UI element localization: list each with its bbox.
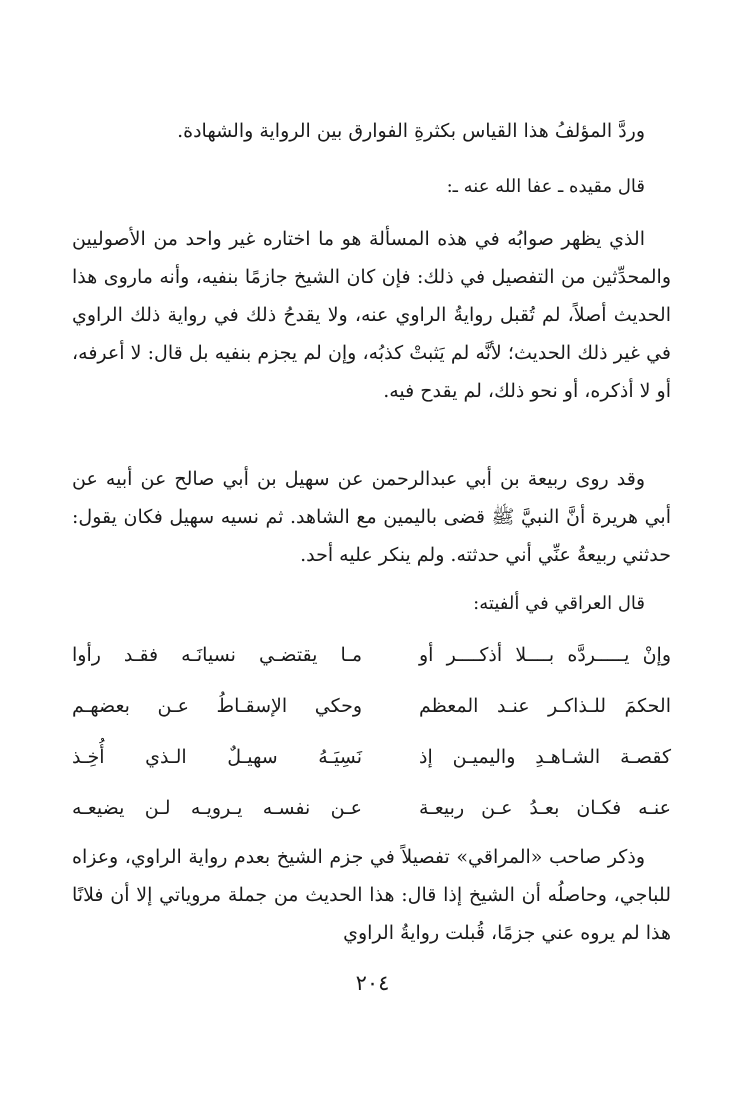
verse-line [72, 790, 671, 826]
verse-first-hemistich: وإنْ يـــــردَّه بــــلا أذكــــر أو [419, 644, 671, 666]
intro-text [72, 112, 671, 150]
paragraph-1: الذي يظهر صوابُه في هذه المسألة هو ما اختاره غير واحد من الأصوليين والمحدِّثين من التفصيل في ذلك: فإن كان الشيخ جازمًا بنفيه، وأنه ماروى هذا الحديث أصلاً، لم تُقبل روايةُ الراوي عنه، ولا يقدحُ ذلك في رواية ذلك الراوي في غير ذلك الحديث؛ لأنَّه لم يَثبتْ كذبُه، وإن لم يجزم بنفيه بل قال: لا أعرفه، أو لا أذكره، أو نحو ذلك، لم يقدح فيه. [72, 228, 671, 402]
poem-heading: قال العراقي في ألفيته: [473, 593, 645, 614]
verse-first-hemistich: عنـه فكـان بعـدُ عـن ربيعـة [419, 797, 671, 819]
verse-second-hemistich: عـن نفسـه يـرويـه لـن يضيعـه [72, 797, 362, 819]
page-number: ٢٠٤ [355, 971, 390, 995]
paragraph-block-2 [72, 460, 671, 574]
verse-second-hemistich: وحكي الإسقـاطُ عـن بعضهـم [72, 695, 362, 717]
verse-second-hemistich: مـا يقتضـي نسيانَـه فقـد رأوا [72, 644, 362, 666]
paragraph-2: وقد روى ربيعة بن أبي عبدالرحمن عن سهيل بن أبي صالح عن أبيه عن أبي هريرة أنَّ النبيَّ ﷺ قضى باليمين مع الشاهد. ثم نسيه سهيل فكان يقول: حدثني ربيعةُ عنِّي أني حدثته. ولم ينكر عليه أحد. [72, 468, 671, 566]
paragraph-block-1 [72, 220, 671, 410]
paragraph-block-3 [72, 838, 671, 952]
verse-first-hemistich: الحكمَ للـذاكـر عنـد المعظم [419, 695, 671, 717]
verse-second-hemistich: نَسِيَـهُ سهيـلٌ الـذي أُخِـذ [72, 746, 362, 768]
paragraph-3: وذكر صاحب «المراقي» تفصيلاً في جزم الشيخ بعدم رواية الراوي، وعزاه للباجي، وحاصلُه أن الشيخ إذا قال: هذا الحديث من جملة مروياتي إلا أن فلانًا هذا لم يروه عني جزمًا، قُبلت روايةُ الراوي [72, 846, 671, 944]
verse-line [72, 637, 671, 673]
intro-line: وردَّ المؤلفُ هذا القياس بكثرةِ الفوارق بين الرواية والشهادة. [177, 120, 645, 142]
verse-first-hemistich: كقصـة الشـاهـدِ واليميـن إذ [419, 746, 671, 768]
verse-line [72, 739, 671, 775]
verse-line [72, 688, 671, 724]
section-heading: قال مقيده ـ عفا الله عنه ـ: [446, 176, 645, 197]
